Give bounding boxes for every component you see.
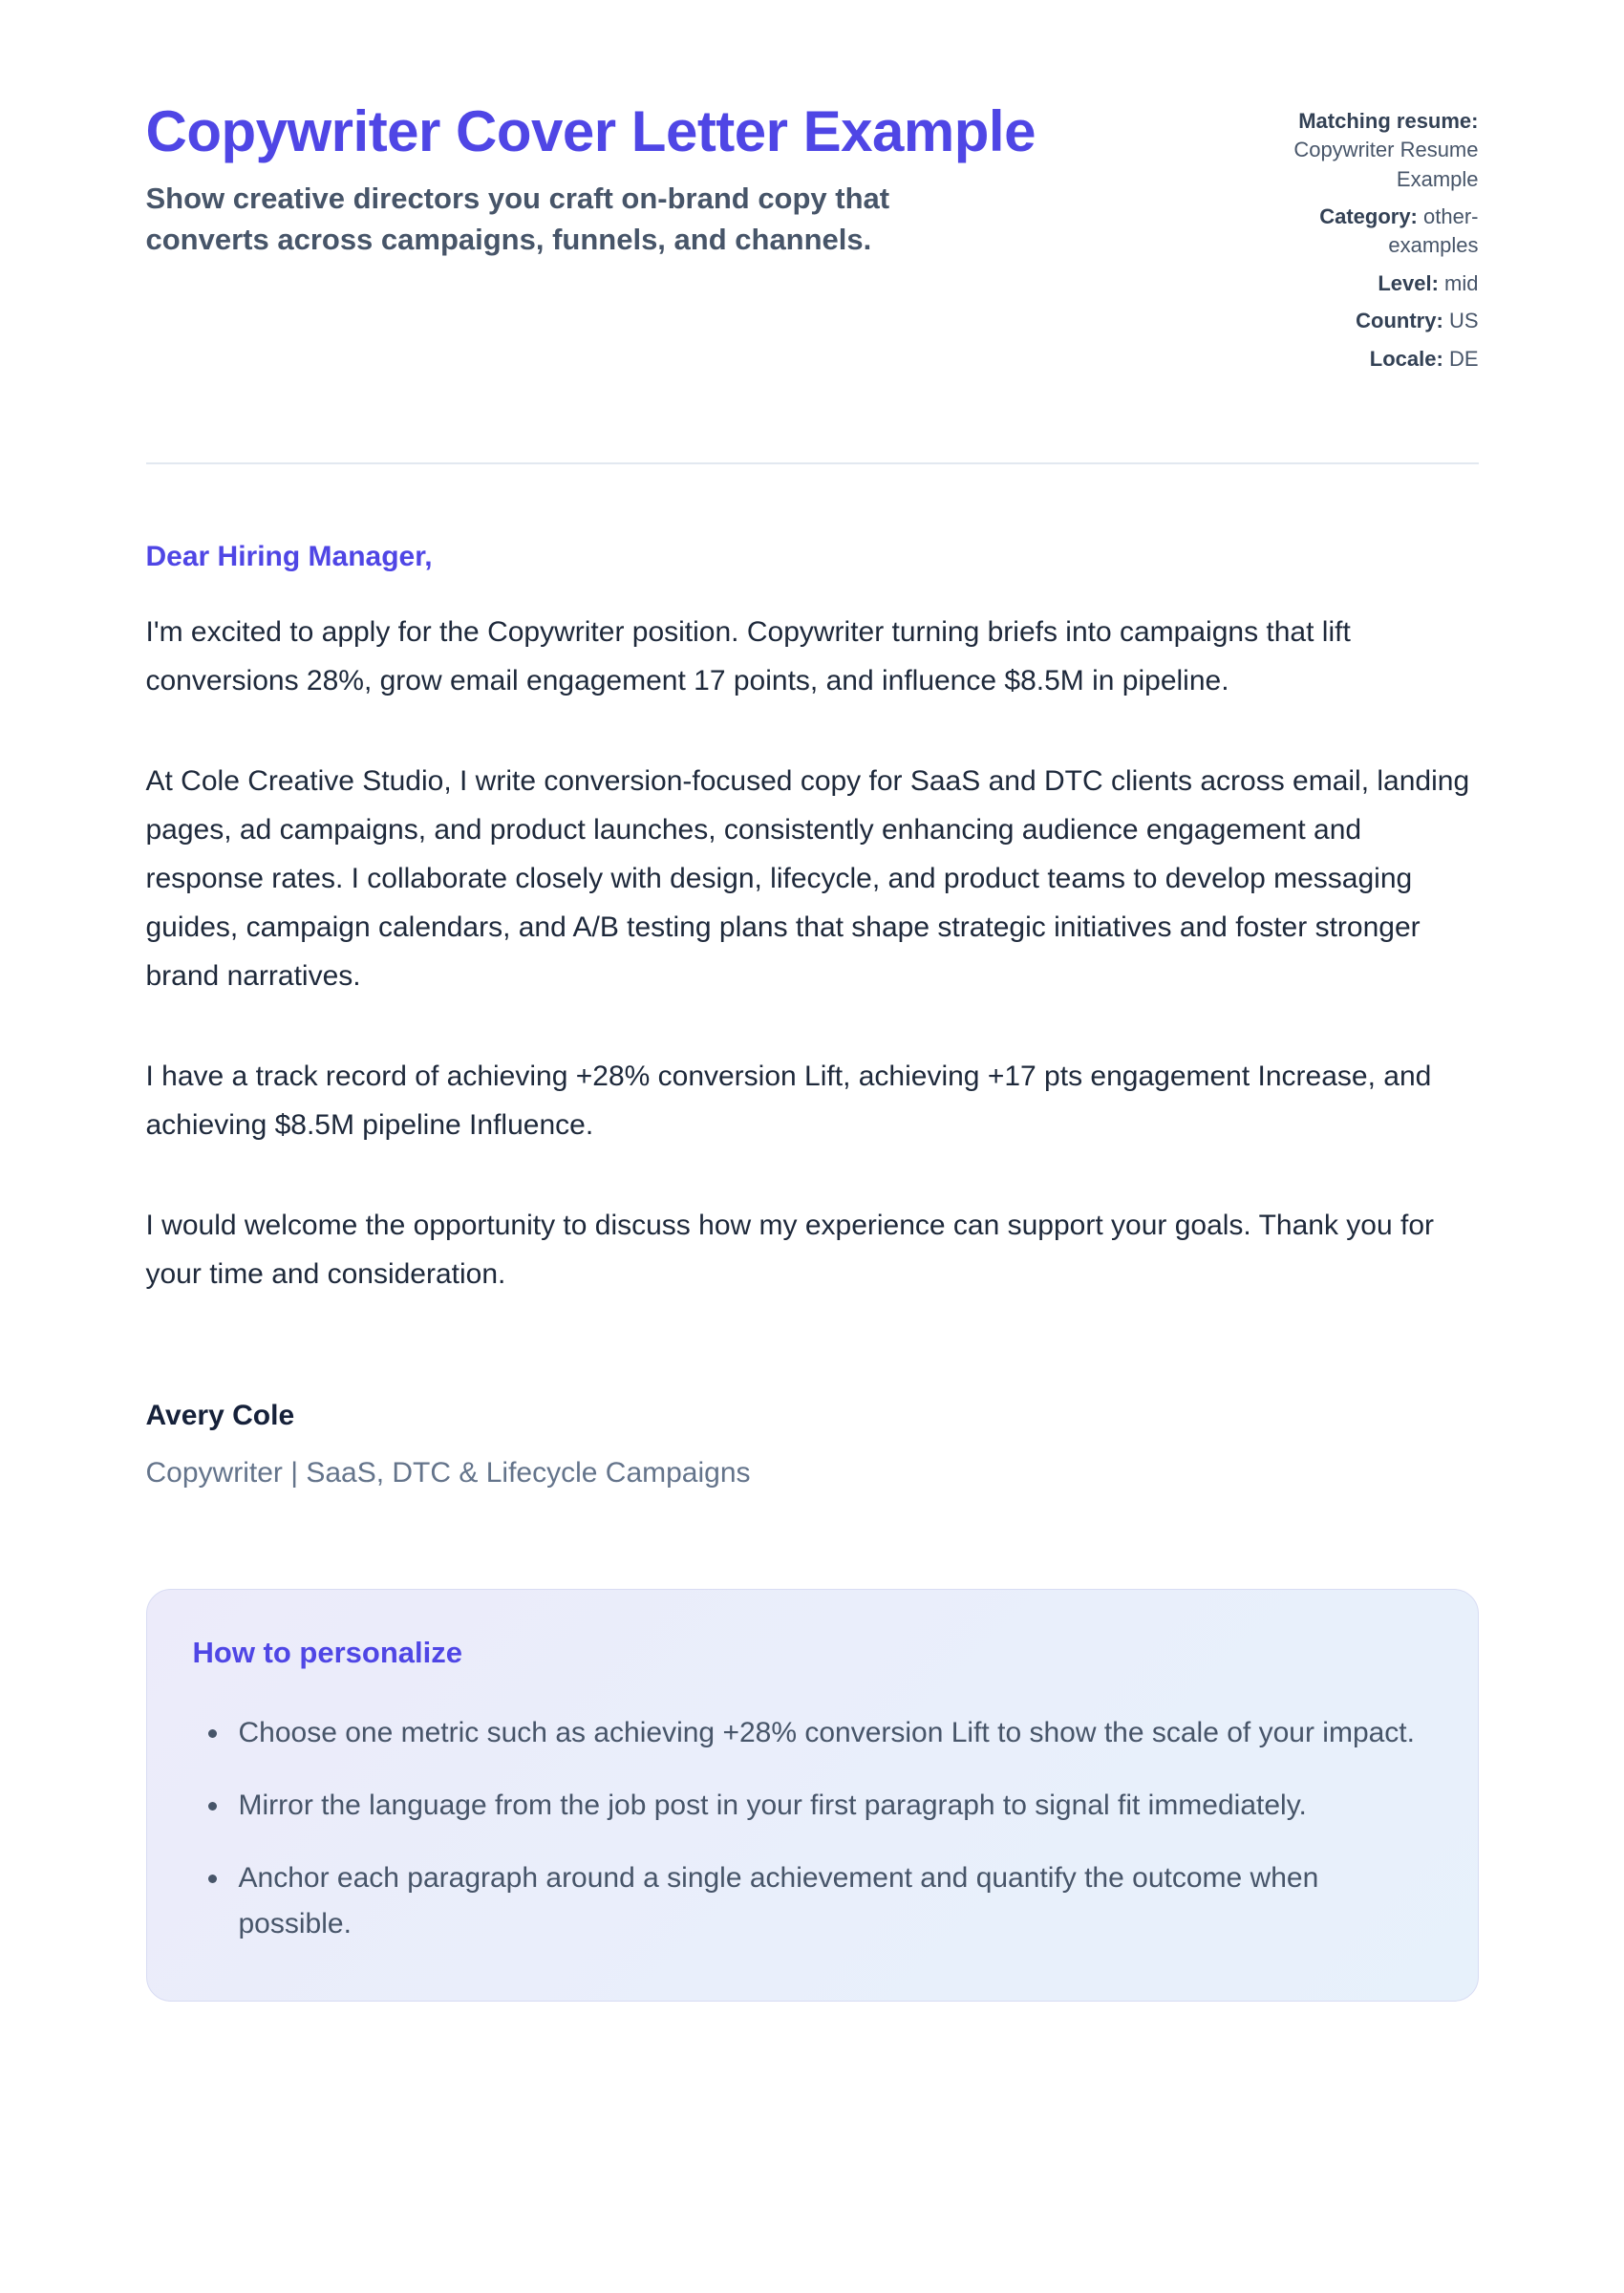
letter-paragraph: At Cole Creative Studio, I write conversion-focused copy for SaaS and DTC clients across email, landing pages, ad campaigns, and product launches, consistently enhancing audience engagement and response rates. I collaborate closely with design, lifecycle, and product teams to develop messaging guides, campaign calendars, and A/B testing plans that shape strategic initiatives and foster stronger brand narratives.	[145, 764, 1470, 992]
meta-level	[1232, 269, 1479, 298]
meta-label: Country:	[1356, 309, 1443, 333]
personalize-bullet: • Mirror the language from the job post in your first paragraph to signal fit immediately.	[231, 1783, 1432, 1829]
page-title: Copywriter Cover Letter Example	[145, 99, 1036, 163]
letter-paragraph: I would welcome the opportunity to discuss how my experience can support your goals. Thank you for your time and consideration.	[145, 1209, 1434, 1290]
signature-block	[146, 1400, 1479, 1489]
meta-country	[1232, 307, 1479, 335]
personalize-heading: How to personalize	[192, 1635, 462, 1669]
meta-value: Copywriter Resume Example	[1293, 138, 1479, 191]
signature-role: Copywriter | SaaS, DTC & Lifecycle Campaigns	[145, 1456, 751, 1489]
meta-value: DE	[1448, 346, 1479, 371]
header	[146, 99, 1479, 382]
meta-label: Matching resume:	[1298, 109, 1479, 133]
letter-paragraph: I have a track record of achieving +28% conversion Lift, achieving +17 pts engagement Increase, and achieving $8.5M pipeline Influence.	[145, 1060, 1432, 1141]
meta-matching-resume	[1232, 107, 1479, 194]
page	[146, 0, 1479, 2002]
signature-name: Avery Cole	[145, 1399, 295, 1431]
meta-value: mid	[1444, 270, 1479, 295]
meta-category	[1232, 203, 1479, 261]
divider	[146, 462, 1479, 464]
meta-value: US	[1448, 309, 1479, 333]
header-title-block	[146, 99, 1232, 261]
meta-label: Level:	[1378, 270, 1439, 295]
personalize-bullet: • Choose one metric such as achieving +28% conversion Lift to show the scale of your impact.	[231, 1710, 1432, 1756]
letter-paragraph: I'm excited to apply for the Copywriter position. Copywriter turning briefs into campaigns that lift conversions 28%, grow email engagement 17 points, and influence $8.5M in pipeline.	[145, 615, 1351, 696]
personalize-bullet: • Anchor each paragraph around a single achievement and quantify the outcome when possible.	[231, 1855, 1432, 1947]
meta-value: other-examples	[1388, 204, 1479, 258]
meta-label: Category:	[1319, 204, 1418, 229]
meta-locale	[1232, 345, 1479, 374]
meta-label: Locale:	[1369, 346, 1443, 371]
cover-letter	[146, 541, 1479, 1489]
personalize-callout	[146, 1589, 1479, 2002]
page-subtitle: Show creative directors you craft on-brand copy that converts across campaigns, funnels, and channels.	[145, 182, 890, 256]
resume-meta	[1232, 99, 1479, 382]
personalize-list	[193, 1710, 1432, 1947]
letter-greeting: Dear Hiring Manager,	[145, 540, 433, 572]
